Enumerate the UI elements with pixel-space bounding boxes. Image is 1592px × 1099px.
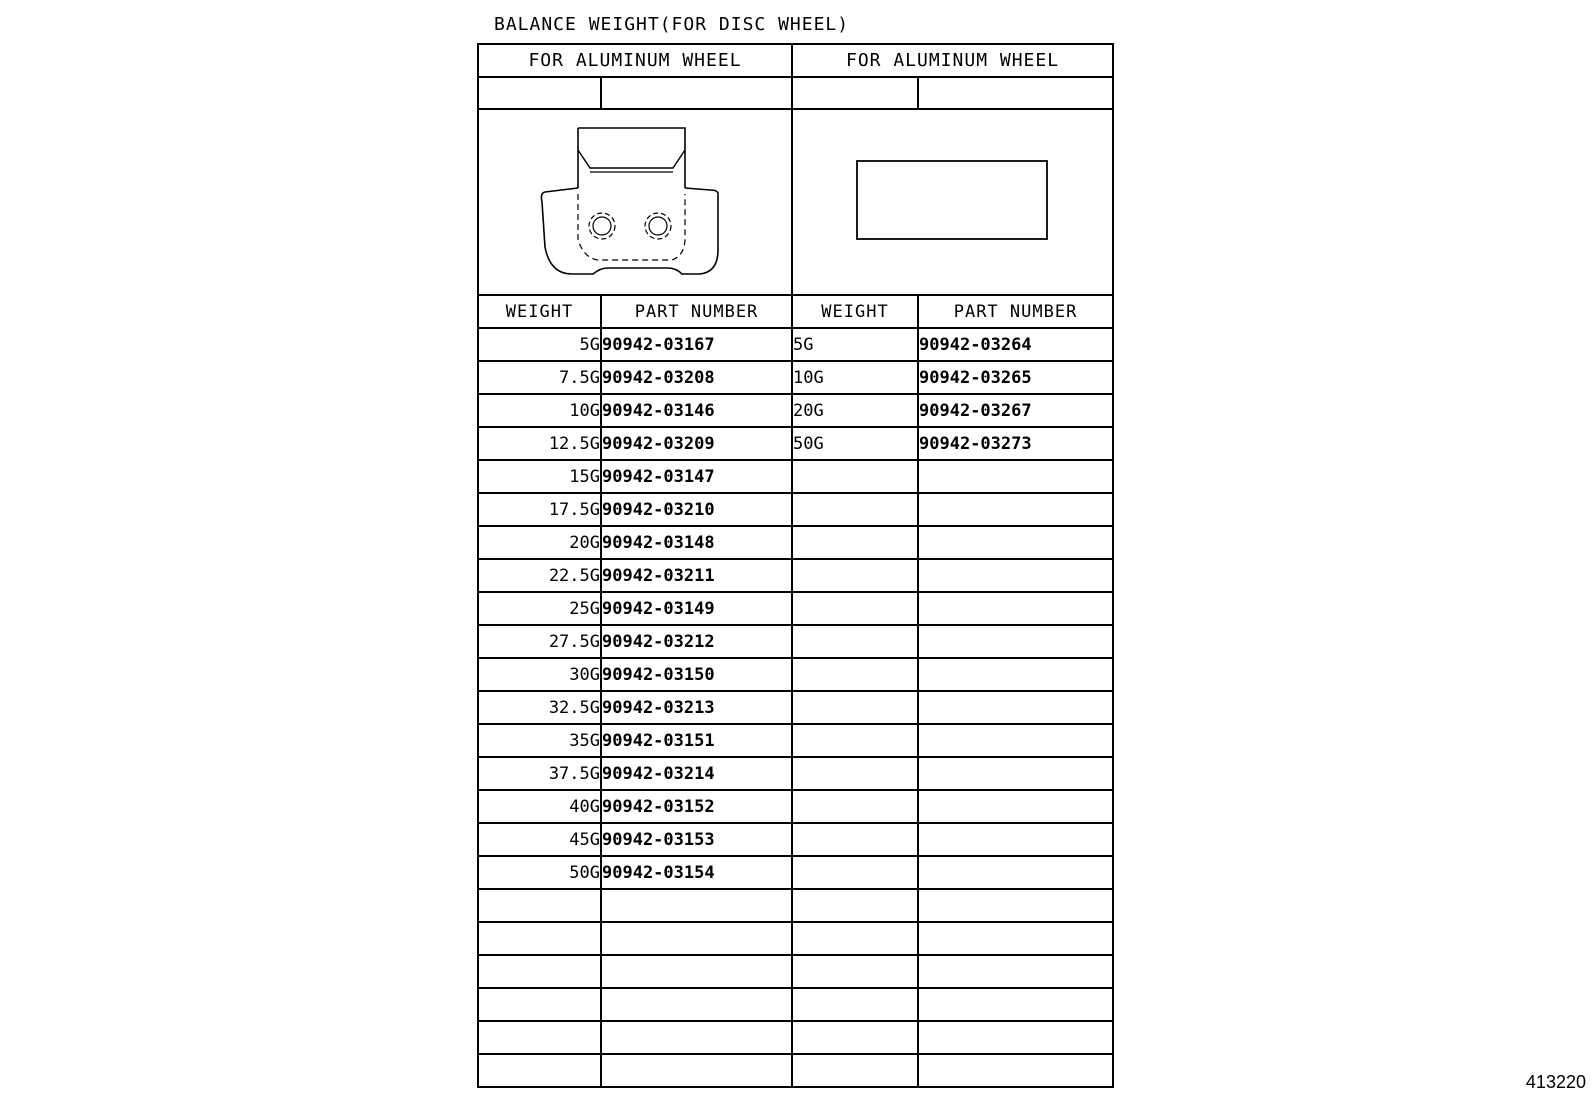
group-header-row: [478, 44, 1113, 77]
left-weight-cell: 32.5G: [478, 691, 601, 724]
left-weight-cell: [478, 1021, 601, 1054]
right-weight-cell: 20G: [792, 394, 918, 427]
right-part-number-cell: [918, 1021, 1113, 1054]
left-part-number-cell: 90942-03208: [601, 361, 792, 394]
column-header-row: [478, 295, 1113, 328]
table-row: [478, 889, 1113, 922]
right-weight-cell: 5G: [792, 328, 918, 361]
right-weight-cell: [792, 757, 918, 790]
right-weight-cell: [792, 1054, 918, 1087]
left-weight-cell: 27.5G: [478, 625, 601, 658]
right-part-number-cell: [918, 493, 1113, 526]
table-row: [478, 361, 1113, 394]
table-row: [478, 658, 1113, 691]
group-header-left: FOR ALUMINUM WHEEL: [478, 44, 792, 77]
left-part-number-cell: 90942-03153: [601, 823, 792, 856]
adhesive-weight-illustration: [792, 109, 1113, 295]
illustration-row: [478, 109, 1113, 295]
table-row: [478, 328, 1113, 361]
right-part-number-cell: 90942-03267: [918, 394, 1113, 427]
left-part-number-cell: 90942-03211: [601, 559, 792, 592]
left-weight-cell: [478, 955, 601, 988]
left-part-number-cell: 90942-03152: [601, 790, 792, 823]
table-row: [478, 1021, 1113, 1054]
left-part-number-cell: 90942-03214: [601, 757, 792, 790]
left-weight-cell: 12.5G: [478, 427, 601, 460]
table-row: [478, 922, 1113, 955]
table-row: [478, 493, 1113, 526]
left-part-number-cell: [601, 955, 792, 988]
balance-weight-table: [477, 43, 1114, 1088]
group-header-right: FOR ALUMINUM WHEEL: [792, 44, 1113, 77]
left-part-number-cell: 90942-03212: [601, 625, 792, 658]
table-row: [478, 790, 1113, 823]
left-part-number-cell: 90942-03167: [601, 328, 792, 361]
left-part-number-cell: 90942-03213: [601, 691, 792, 724]
right-part-number-cell: 90942-03265: [918, 361, 1113, 394]
left-part-number-cell: 90942-03210: [601, 493, 792, 526]
left-weight-cell: 22.5G: [478, 559, 601, 592]
left-weight-cell: 15G: [478, 460, 601, 493]
right-weight-cell: [792, 856, 918, 889]
left-weight-cell: 30G: [478, 658, 601, 691]
table-row: [478, 757, 1113, 790]
right-weight-cell: [792, 922, 918, 955]
right-part-number-cell: [918, 625, 1113, 658]
left-part-number-cell: 90942-03147: [601, 460, 792, 493]
left-part-number-cell: 90942-03146: [601, 394, 792, 427]
left-weight-cell: [478, 889, 601, 922]
table-row: [478, 427, 1113, 460]
right-weight-cell: [792, 526, 918, 559]
left-weight-cell: 5G: [478, 328, 601, 361]
left-part-number-cell: 90942-03151: [601, 724, 792, 757]
right-part-number-cell: [918, 1054, 1113, 1087]
right-part-number-cell: 90942-03264: [918, 328, 1113, 361]
diagram-title: BALANCE WEIGHT(FOR DISC WHEEL): [494, 14, 850, 35]
header-part-number-right: PART NUMBER: [918, 295, 1113, 328]
right-part-number-cell: 90942-03273: [918, 427, 1113, 460]
right-part-number-cell: [918, 823, 1113, 856]
right-weight-cell: 50G: [792, 427, 918, 460]
left-part-number-cell: 90942-03209: [601, 427, 792, 460]
right-weight-cell: [792, 823, 918, 856]
right-weight-cell: [792, 790, 918, 823]
left-weight-cell: 45G: [478, 823, 601, 856]
table-row: [478, 394, 1113, 427]
left-part-number-cell: [601, 889, 792, 922]
table-row: [478, 856, 1113, 889]
header-part-number-left: PART NUMBER: [601, 295, 792, 328]
right-weight-cell: [792, 1021, 918, 1054]
clip-on-weight-illustration: [478, 109, 792, 295]
left-weight-cell: [478, 988, 601, 1021]
right-weight-cell: [792, 625, 918, 658]
table-row: [478, 691, 1113, 724]
right-part-number-cell: [918, 889, 1113, 922]
right-part-number-cell: [918, 526, 1113, 559]
right-part-number-cell: [918, 955, 1113, 988]
right-weight-cell: 10G: [792, 361, 918, 394]
table-row: [478, 592, 1113, 625]
right-weight-cell: [792, 493, 918, 526]
left-weight-cell: [478, 922, 601, 955]
left-part-number-cell: [601, 1021, 792, 1054]
left-part-number-cell: [601, 988, 792, 1021]
header-weight-left: WEIGHT: [478, 295, 601, 328]
right-weight-cell: [792, 691, 918, 724]
right-part-number-cell: [918, 922, 1113, 955]
right-weight-cell: [792, 658, 918, 691]
right-part-number-cell: [918, 559, 1113, 592]
right-part-number-cell: [918, 592, 1113, 625]
left-weight-cell: [478, 1054, 601, 1087]
left-weight-cell: 7.5G: [478, 361, 601, 394]
table-row: [478, 625, 1113, 658]
right-part-number-cell: [918, 460, 1113, 493]
left-part-number-cell: 90942-03154: [601, 856, 792, 889]
right-weight-cell: [792, 559, 918, 592]
left-part-number-cell: [601, 922, 792, 955]
right-weight-cell: [792, 988, 918, 1021]
left-part-number-cell: 90942-03149: [601, 592, 792, 625]
table-row: [478, 724, 1113, 757]
right-part-number-cell: [918, 691, 1113, 724]
left-weight-cell: 17.5G: [478, 493, 601, 526]
left-weight-cell: 40G: [478, 790, 601, 823]
right-weight-cell: [792, 724, 918, 757]
table-row: [478, 988, 1113, 1021]
table-row: [478, 526, 1113, 559]
right-part-number-cell: [918, 856, 1113, 889]
left-part-number-cell: 90942-03150: [601, 658, 792, 691]
table-row: [478, 823, 1113, 856]
table-row: [478, 955, 1113, 988]
table-row: [478, 559, 1113, 592]
left-weight-cell: 50G: [478, 856, 601, 889]
right-weight-cell: [792, 460, 918, 493]
left-weight-cell: 37.5G: [478, 757, 601, 790]
left-weight-cell: 20G: [478, 526, 601, 559]
figure-number: 413220: [1525, 1072, 1586, 1092]
right-part-number-cell: [918, 724, 1113, 757]
right-part-number-cell: [918, 757, 1113, 790]
right-weight-cell: [792, 889, 918, 922]
right-weight-cell: [792, 955, 918, 988]
left-weight-cell: 35G: [478, 724, 601, 757]
left-weight-cell: 25G: [478, 592, 601, 625]
table-row: [478, 1054, 1113, 1087]
right-part-number-cell: [918, 790, 1113, 823]
table-row: [478, 460, 1113, 493]
adhesive-weight-icon: [853, 157, 1053, 247]
left-part-number-cell: [601, 1054, 792, 1087]
clip-weight-icon: [540, 122, 730, 282]
left-part-number-cell: 90942-03148: [601, 526, 792, 559]
right-part-number-cell: [918, 658, 1113, 691]
right-weight-cell: [792, 592, 918, 625]
header-weight-right: WEIGHT: [792, 295, 918, 328]
blank-row: [478, 77, 1113, 109]
right-part-number-cell: [918, 988, 1113, 1021]
left-weight-cell: 10G: [478, 394, 601, 427]
